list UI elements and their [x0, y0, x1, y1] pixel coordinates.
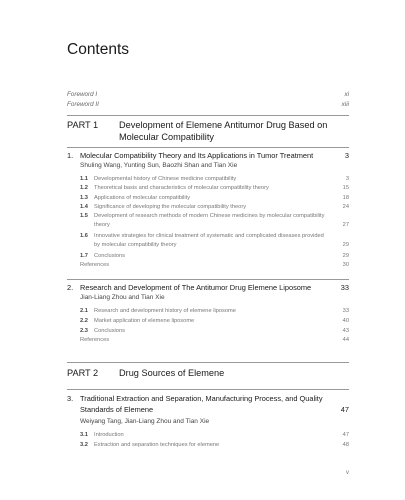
section-number: 1.1 — [80, 176, 88, 182]
chapter-divider — [67, 389, 349, 390]
section-page: 40 — [342, 318, 349, 324]
part-number: PART 2 — [67, 368, 99, 378]
toc-entry-section[interactable] — [80, 431, 349, 440]
section-title: Significance of developing the molecular compatibility theory — [94, 204, 247, 210]
toc-entry-section[interactable] — [80, 232, 349, 249]
toc-entry-section[interactable] — [80, 307, 349, 316]
chapter-page: 33 — [340, 283, 349, 292]
section-number: 3.2 — [80, 442, 88, 448]
part-heading-1[interactable] — [67, 119, 349, 143]
part-divider — [67, 362, 349, 363]
toc-entry-section[interactable] — [80, 184, 349, 193]
toc-entry-section[interactable] — [80, 441, 349, 450]
section-title: Development of research methods of modern Chinese medicines by molecular compatibility theory — [94, 213, 325, 228]
references-label: References — [80, 337, 110, 343]
foreword-label: Foreword II — [67, 101, 99, 108]
toc-entry-references[interactable] — [80, 262, 349, 268]
section-title: Introduction — [94, 432, 124, 438]
chapter-authors: Jian-Liang Zhou and Tian Xie — [80, 294, 165, 301]
part-title: Drug Sources of Elemene — [119, 368, 225, 378]
part-number: PART 1 — [67, 120, 99, 130]
section-title: Theoretical basis and characteristics of molecular compatibility theory — [94, 185, 269, 191]
page-number: v — [346, 470, 349, 476]
section-number: 1.5 — [80, 213, 88, 219]
section-page: 24 — [342, 204, 349, 210]
page-title: Contents — [67, 41, 130, 58]
toc-entry-chapter-2[interactable] — [67, 282, 349, 293]
section-page: 43 — [342, 328, 349, 334]
part-heading-2[interactable] — [67, 367, 349, 379]
chapter-authors: Weiyang Tang, Jian-Liang Zhou and Tian Xie — [80, 418, 210, 425]
section-title: Developmental history of Chinese medicine compatibility — [94, 176, 237, 182]
section-title: Research and development history of elemene liposome — [94, 308, 236, 314]
section-number: 2.1 — [80, 308, 88, 314]
chapter-title: Traditional Extraction and Separation, Manufacturing Process, and Quality Standards of Elemene — [80, 394, 323, 414]
section-page: 3 — [345, 176, 349, 182]
section-number: 1.3 — [80, 195, 88, 201]
section-page: 33 — [342, 308, 349, 314]
references-page: 30 — [342, 262, 349, 268]
foreword-label: Foreword I — [67, 91, 98, 98]
section-number: 1.6 — [80, 233, 88, 239]
part-title: Development of Elemene Antitumor Drug Based on Molecular Compatibility — [119, 120, 328, 142]
chapter-number: 3. — [67, 394, 74, 403]
chapter-page: 3 — [344, 151, 349, 160]
chapter-authors: Shuling Wang, Yunting Sun, Baozhi Shan and Tian Xie — [80, 162, 238, 169]
chapter-title: Research and Development of The Antitumor Drug Elemene Liposome — [80, 283, 312, 292]
section-title: Conclusions — [94, 328, 125, 334]
chapter-page: 47 — [340, 405, 349, 414]
chapter-divider — [67, 147, 349, 148]
section-number: 1.2 — [80, 185, 88, 191]
toc-entry-foreword-1[interactable] — [67, 91, 349, 98]
chapter-number: 2. — [67, 283, 74, 292]
toc-entry-section[interactable] — [80, 327, 349, 336]
references-page: 44 — [342, 337, 349, 343]
section-page: 47 — [342, 432, 349, 438]
toc-entry-section[interactable] — [80, 175, 349, 184]
section-title: Innovative strategies for clinical treatment of systematic and complicated diseases provided by molecular compatibility theory — [94, 233, 324, 248]
references-label: References — [80, 262, 110, 268]
section-page: 29 — [342, 253, 349, 259]
toc-entry-references[interactable] — [80, 337, 349, 343]
foreword-page: xiii — [341, 101, 349, 108]
toc-entry-section[interactable] — [80, 194, 349, 203]
toc-entry-chapter-1[interactable] — [67, 150, 349, 161]
chapter-divider — [67, 279, 349, 280]
toc-entry-section[interactable] — [80, 212, 349, 229]
section-number: 2.2 — [80, 318, 88, 324]
toc-entry-section[interactable] — [80, 203, 349, 212]
section-title: Market application of elemene liposome — [94, 318, 195, 324]
chapter-title: Molecular Compatibility Theory and Its Applications in Tumor Treatment — [80, 151, 314, 160]
section-title: Extraction and separation techniques for elemene — [94, 442, 220, 448]
section-number: 2.3 — [80, 328, 88, 334]
chapter-number: 1. — [67, 151, 74, 160]
section-number: 1.4 — [80, 204, 88, 210]
section-page: 18 — [342, 195, 349, 201]
section-title: Applications of molecular compatibility — [94, 195, 191, 201]
toc-entry-chapter-3[interactable] — [67, 393, 349, 415]
section-page: 48 — [342, 442, 349, 448]
section-title: Conclusions — [94, 253, 125, 259]
section-page: 15 — [342, 185, 349, 191]
toc-entry-section[interactable] — [80, 317, 349, 326]
section-page: 27 — [342, 221, 349, 228]
section-number: 3.1 — [80, 432, 88, 438]
part-divider — [67, 115, 349, 116]
section-page: 29 — [342, 241, 349, 248]
toc-entry-foreword-2[interactable] — [67, 101, 349, 108]
foreword-page: xi — [344, 91, 349, 98]
section-number: 1.7 — [80, 253, 88, 259]
toc-entry-section[interactable] — [80, 252, 349, 261]
